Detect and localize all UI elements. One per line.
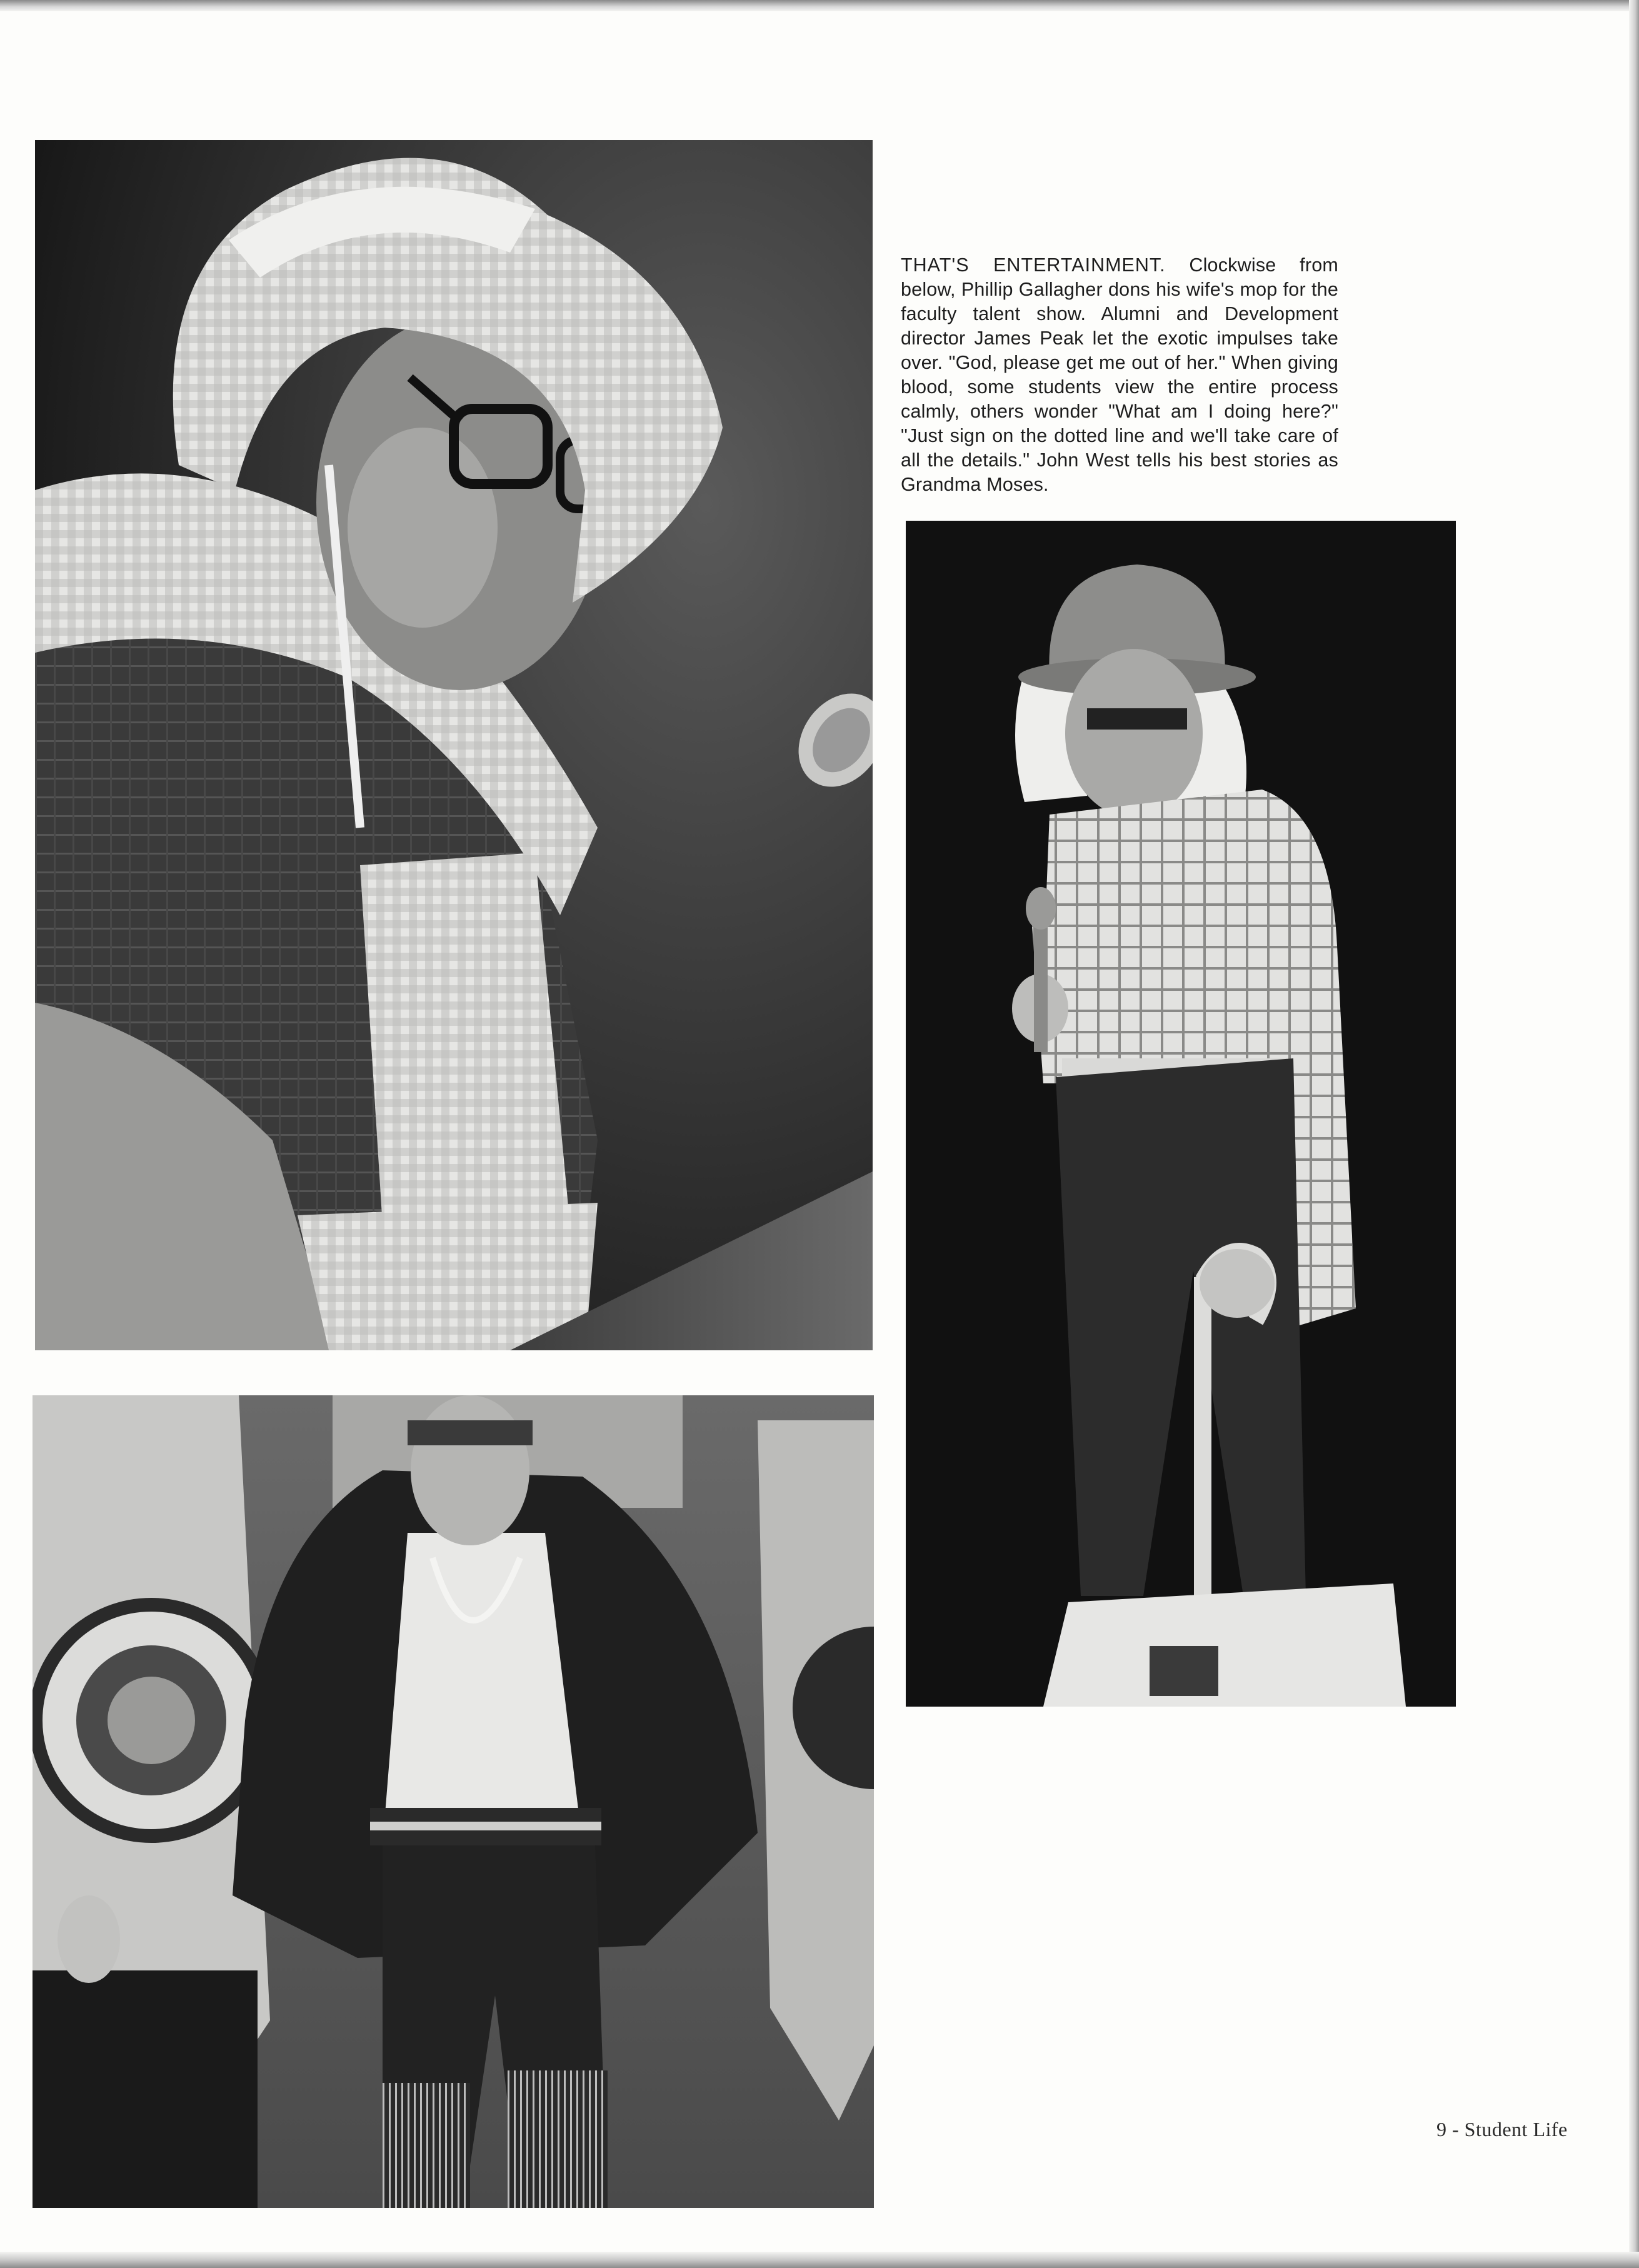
scan-edge-top	[0, 0, 1639, 11]
page-number: 9	[1436, 2118, 1447, 2140]
folio-separator: -	[1452, 2118, 1460, 2140]
scan-edge-right	[1629, 0, 1639, 2268]
scan-edge-bottom	[0, 2252, 1639, 2268]
photo-grandma-moses	[35, 140, 873, 1350]
photo-caption	[901, 253, 1338, 497]
section-name: Student Life	[1464, 2118, 1568, 2140]
photo-hard-hat-mop-image	[906, 521, 1456, 1707]
caption-lead: THAT'S ENTERTAINMENT.	[901, 254, 1166, 276]
caption-body: Clockwise from below, Phillip Gallagher dons his wife's mop for the faculty talent show. Alumni and Development director James Peak let the exotic impulses take over. "God, please get me out of her." When giving blood, some students view the entire process calmly, others wonder "What am I doing here?" "Just sign on the dotted line and we'll take care of all the details." John West tells his best stories as Grandma Moses.	[901, 254, 1338, 495]
photo-grandma-moses-image	[35, 140, 873, 1350]
photo-exotic-costume-image	[33, 1395, 874, 2208]
photo-hard-hat-mop	[906, 521, 1456, 1707]
photo-exotic-costume	[33, 1395, 874, 2208]
page-folio	[1436, 2118, 1568, 2141]
